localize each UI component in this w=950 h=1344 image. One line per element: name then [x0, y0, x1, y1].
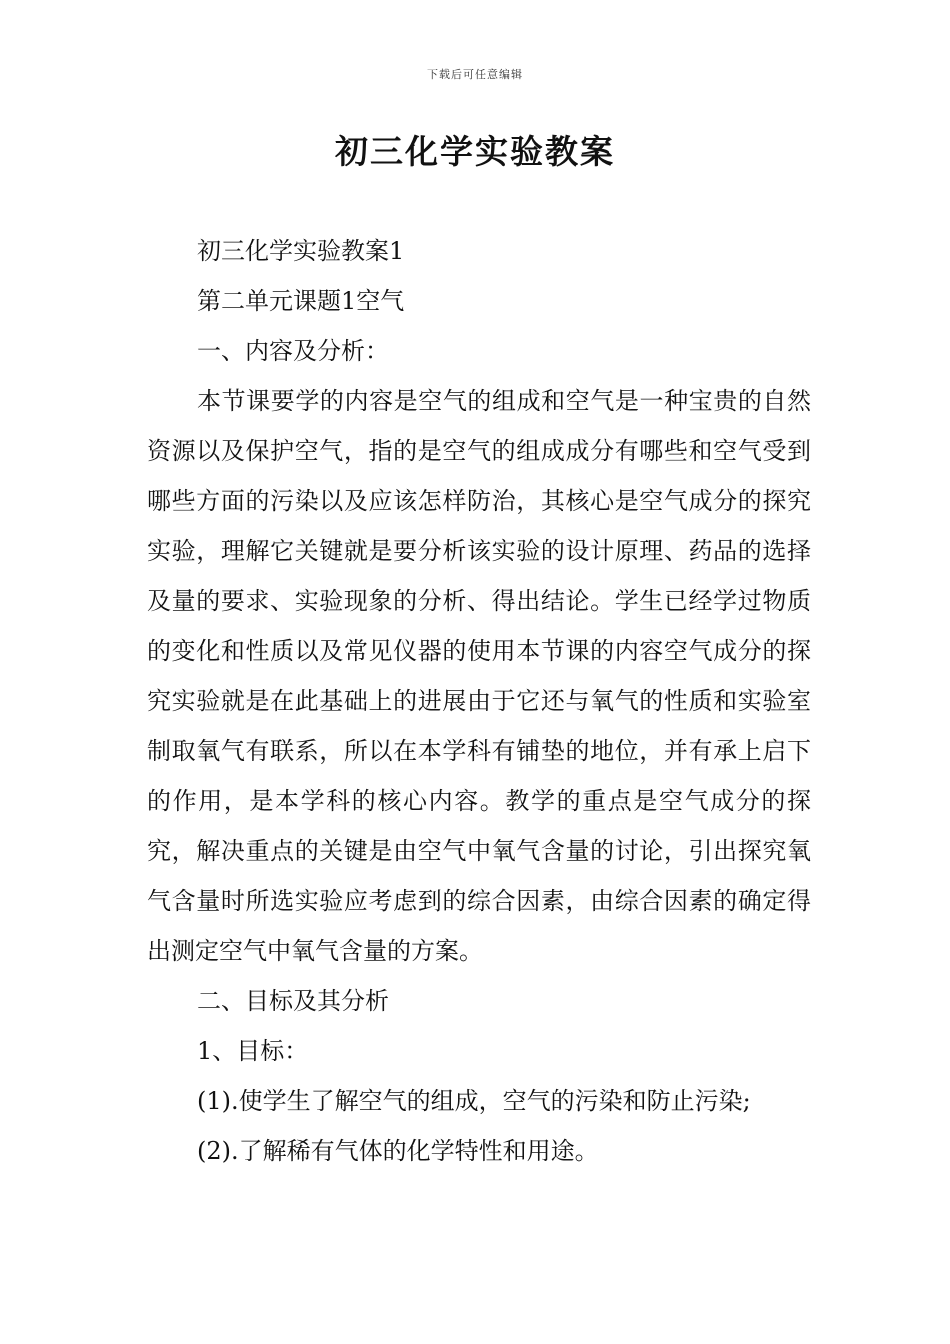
document-body: [147, 226, 811, 1176]
paragraph-content-analysis: 本节课要学的内容是空气的组成和空气是一种宝贵的自然资源以及保护空气，指的是空气的组成成分有哪些和空气受到哪些方面的污染以及应该怎样防治，其核心是空气成分的探究实验，理解它关键就是要分析该实验的设计原理、药品的选择及量的要求、实验现象的分析、得出结论。学生已经学过物质的变化和性质以及常见仪器的使用本节课的内容空气成分的探究实验就是在此基础上的进展由于它还与氧气的性质和实验室制取氧气有联系，所以在本学科有铺垫的地位，并有承上启下的作用，是本学科的核心内容。教学的重点是空气成分的探究，解决重点的关键是由空气中氧气含量的讨论，引出探究氧气含量时所选实验应考虑到的综合因素，由综合因素的确定得出测定空气中氧气含量的方案。: [147, 387, 811, 965]
section-heading-content: 一、内容及分析：: [197, 337, 389, 365]
paragraph-subtitle: 初三化学实验教案1: [197, 237, 405, 265]
goal-item-2: (2).了解稀有气体的化学特性和用途。: [197, 1137, 599, 1165]
paragraph-unit: 第二单元课题1空气: [197, 287, 405, 315]
goal-item-1: (1).使学生了解空气的组成，空气的污染和防止污染;: [197, 1087, 751, 1115]
paragraph-goals-label: 1、目标：: [197, 1037, 309, 1065]
document-title: 初三化学实验教案: [335, 132, 615, 171]
header-note: 下载后可任意编辑: [427, 68, 523, 81]
section-heading-goals: 二、目标及其分析: [197, 987, 389, 1015]
